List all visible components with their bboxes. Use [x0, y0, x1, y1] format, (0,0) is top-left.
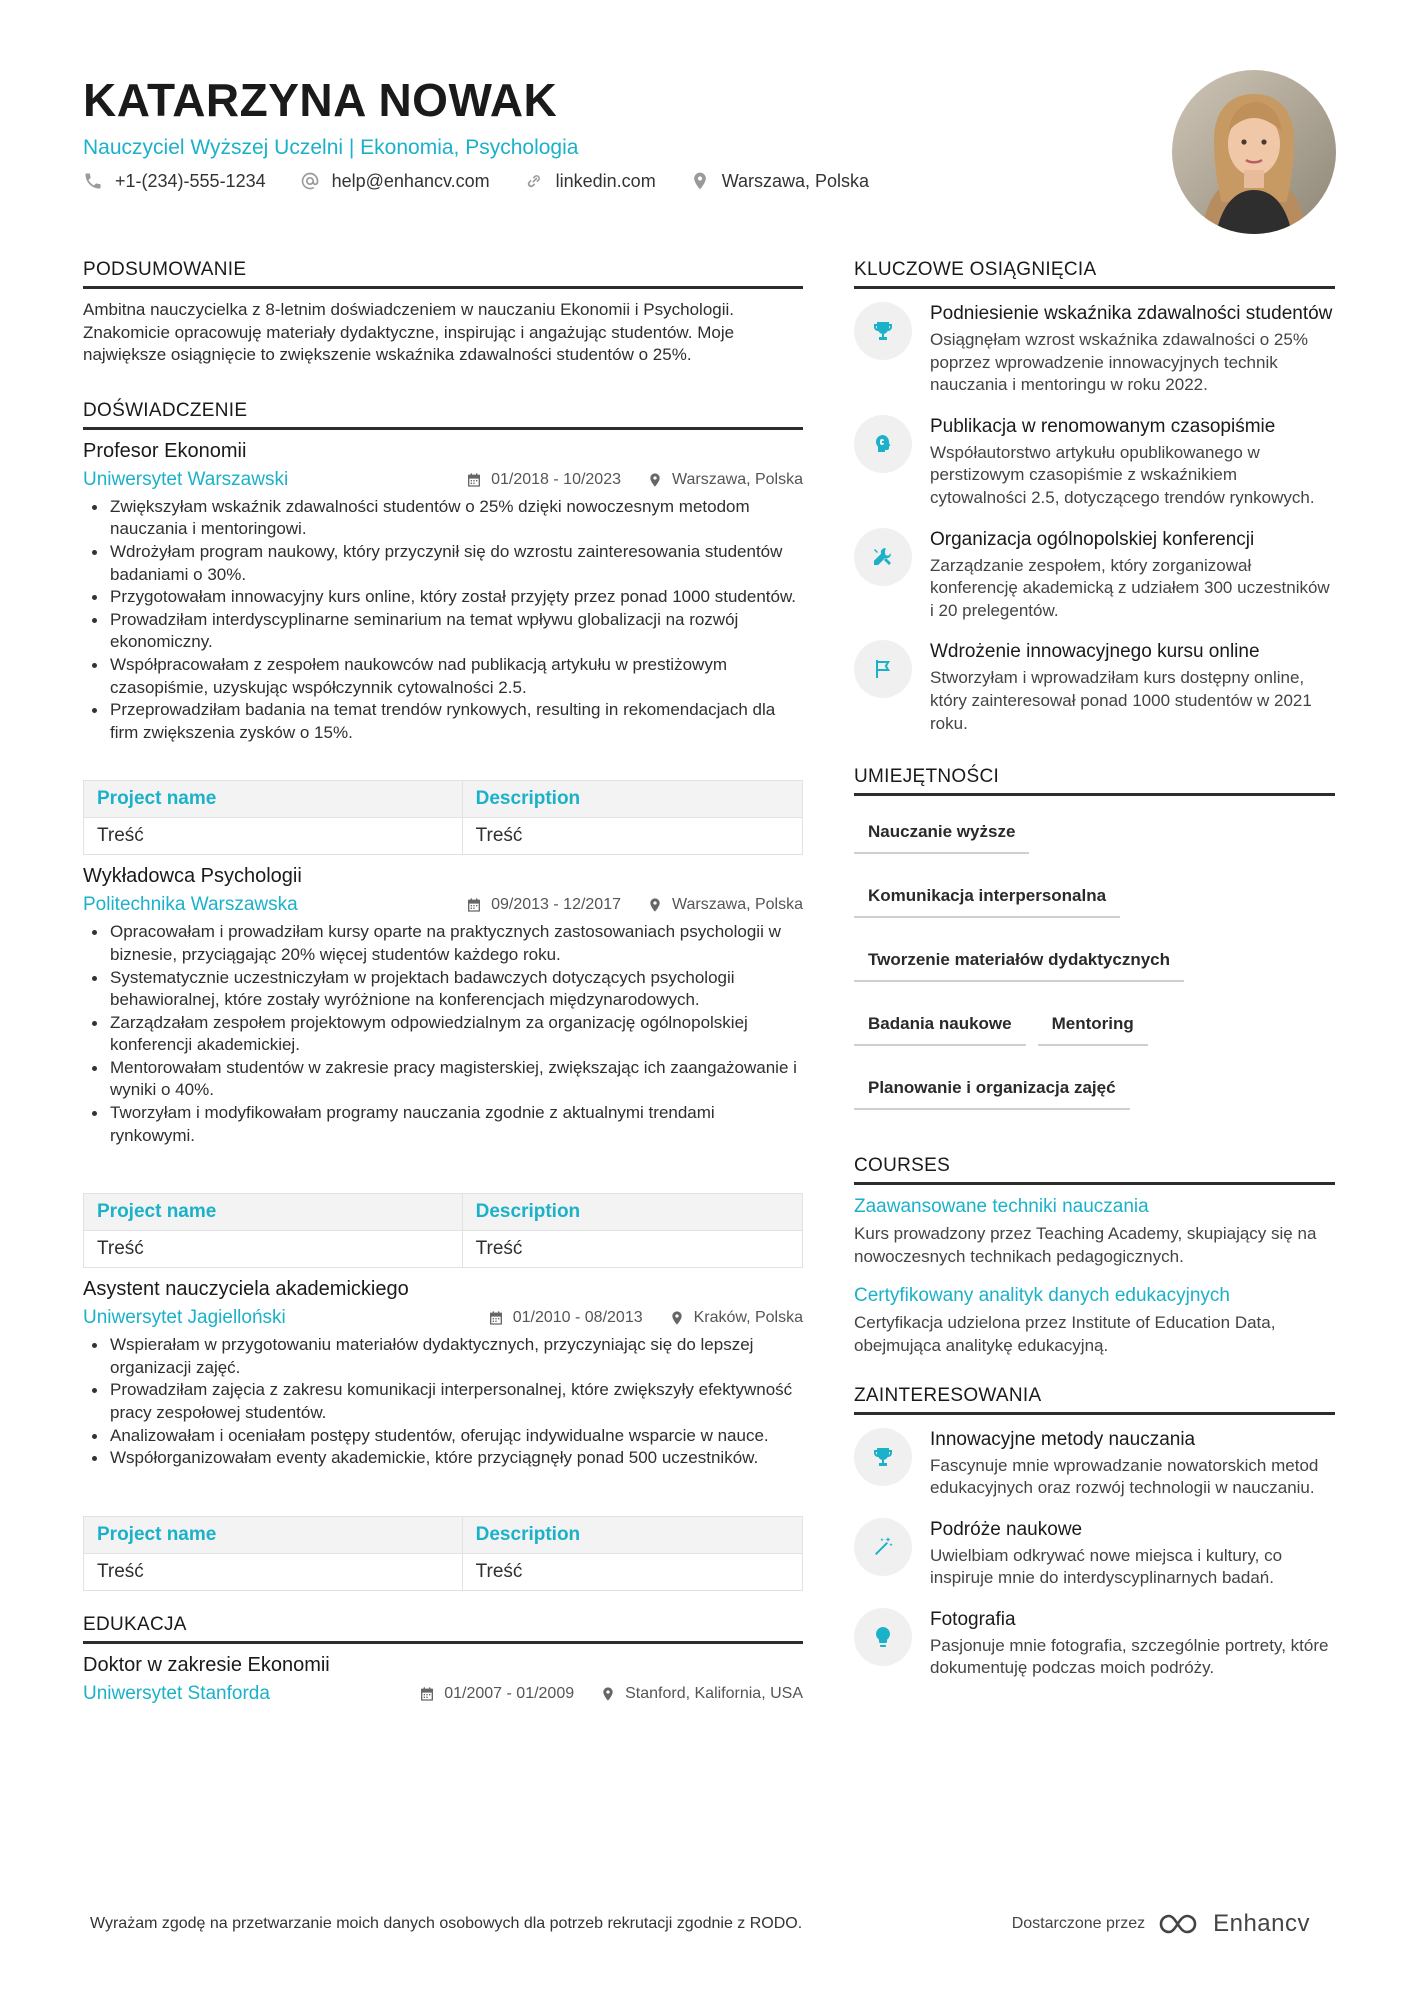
project-description-header: Description	[462, 1194, 802, 1231]
job-entry	[83, 1276, 803, 1591]
project-description-cell: Treść	[462, 1231, 802, 1268]
phone-text: +1-(234)-555-1234	[115, 171, 266, 191]
project-name-header: Project name	[84, 781, 463, 818]
achievements-section	[854, 258, 1335, 735]
magic-wand-icon	[871, 1535, 895, 1559]
job-company: Uniwersytet Warszawski	[83, 468, 289, 490]
tools-icon	[871, 545, 895, 569]
skills-heading: UMIEJĘTNOŚCI	[854, 765, 1335, 796]
achievement-item	[854, 415, 1335, 510]
job-meta	[83, 468, 803, 492]
course-title: Zaawansowane techniki nauczania	[854, 1196, 1149, 1218]
project-description-header: Description	[462, 1516, 802, 1553]
job-bullet: Przygotowałam innowacyjny kurs online, który został przyjęty przez ponad 1000 studentów.	[83, 586, 803, 609]
project-table	[83, 780, 803, 855]
education-meta-right	[393, 1682, 803, 1706]
left-column	[83, 258, 803, 1706]
at-icon	[300, 171, 320, 191]
brain-icon	[871, 432, 895, 456]
link-icon	[524, 171, 544, 191]
skill-tag: Badania naukowe	[854, 1002, 1026, 1046]
experience-section	[83, 399, 803, 1591]
job-bullet: Systematycznie uczestniczyłam w projektach badawczych dotyczących psychologii behawioralnej, które zostały wyróżnione na konferencjach międzynarodowych.	[83, 967, 803, 1012]
footer	[90, 1910, 1310, 1938]
achievement-item	[854, 640, 1335, 735]
contact-row	[83, 168, 1163, 194]
map-pin-icon	[690, 171, 710, 191]
profile-photo	[1172, 70, 1336, 234]
job-bullet: Współorganizowałam eventy akademickie, które przyciągnęły ponad 500 uczestników.	[83, 1447, 803, 1470]
calendar-icon	[466, 897, 482, 913]
project-name-cell: Treść	[84, 818, 463, 855]
course-description: Certyfikacja udzielona przez Institute of Education Data, obejmująca analitykę edukacyjną.	[854, 1313, 1276, 1355]
achievement-title: Publikacja w renomowanym czasopiśmie	[930, 415, 1276, 437]
job-company: Uniwersytet Jagielloński	[83, 1307, 286, 1329]
job-role: Asystent nauczyciela akademickiego	[83, 1278, 409, 1301]
map-pin-icon	[647, 897, 663, 913]
achievement-description: Współautorstwo artykułu opublikowanego w perstizowym czasopiśmie z wskaźnikiem cytowalności 2.5, dotyczącego trendów rynkowych.	[930, 442, 1315, 507]
courses-heading: COURSES	[854, 1154, 1335, 1185]
job-bullet: Tworzyłam i modyfikowałam programy nauczania zgodnie z aktualnymi trendami rynkowymi.	[83, 1102, 803, 1147]
calendar-icon	[466, 472, 482, 488]
job-meta	[83, 1306, 803, 1330]
powered-by-label: Dostarczone przez	[1011, 1915, 1146, 1932]
job-role: Profesor Ekonomii	[83, 439, 247, 462]
job-dates	[466, 468, 621, 492]
achievement-description: Osiągnęłam wzrost wskaźnika zdawalności o 25% poprzez wprowadzenie innowacyjnych technik nauczania i mentoringu w roku 2022.	[930, 330, 1308, 395]
job-bullet: Opracowałam i prowadziłam kursy oparte na praktycznych zastosowaniach psychologii w biznesie, przyciągając 20% więcej studentów każdego roku.	[83, 921, 803, 966]
job-bullet: Wspierałam w przygotowaniu materiałów dydaktycznych, przyczyniając się do lepszej organizacji zajęć.	[83, 1334, 803, 1379]
contact-email[interactable]	[300, 168, 490, 194]
interest-icon	[854, 1608, 912, 1666]
trophy-icon	[871, 319, 895, 343]
achievement-icon	[854, 640, 912, 698]
job-location-text: Kraków, Polska	[693, 1309, 803, 1327]
summary-section	[83, 258, 803, 367]
job-meta-right	[440, 468, 803, 492]
location-text: Warszawa, Polska	[721, 171, 870, 191]
interest-item	[854, 1428, 1335, 1500]
education-location-text: Stanford, Kalifornia, USA	[625, 1684, 803, 1702]
calendar-icon	[419, 1686, 435, 1702]
map-pin-icon	[647, 472, 663, 488]
header	[83, 72, 1163, 194]
achievement-item	[854, 302, 1335, 397]
flag-icon	[871, 657, 895, 681]
skill-tag: Komunikacja interpersonalna	[854, 874, 1120, 918]
job-bullets	[83, 1334, 803, 1470]
job-entry	[83, 863, 803, 1268]
job-bullet: Zwiększyłam wskaźnik zdawalności studentów o 25% dzięki nowoczesnym metodom nauczania i mentoringowi.	[83, 496, 803, 541]
achievement-title: Wdrożenie innowacyjnego kursu online	[930, 641, 1260, 663]
interests-heading: ZAINTERESOWANIA	[854, 1384, 1335, 1415]
job-dates	[488, 1306, 643, 1330]
achievement-icon	[854, 302, 912, 360]
course-title: Certyfikowany analityk danych edukacyjnych	[854, 1285, 1230, 1307]
job-location-text: Warszawa, Polska	[672, 470, 803, 488]
education-school: Uniwersytet Stanforda	[83, 1682, 270, 1704]
project-description-header: Description	[462, 781, 802, 818]
profile-portrait-image	[1172, 70, 1336, 234]
achievement-title: Podniesienie wskaźnika zdawalności studentów	[930, 303, 1333, 324]
interests-section	[854, 1384, 1335, 1681]
job-bullet: Zarządzałam zespołem projektowym odpowiedzialnym za organizację ogólnopolskiej konferencji akademickiej.	[83, 1012, 803, 1057]
job-bullet: Prowadziłam zajęcia z zakresu komunikacji interpersonalnej, które zwiększyły efektywność pracy zespołowej studentów.	[83, 1379, 803, 1424]
education-section	[83, 1613, 803, 1706]
job-location	[647, 468, 803, 492]
job-bullet: Współpracowałam z zespołem naukowców nad publikacją artykułu w prestiżowym czasopiśmie, uzyskując współczynnik cytowalności 2.5.	[83, 654, 803, 699]
achievements-heading: KLUCZOWE OSIĄGNIĘCIA	[854, 258, 1335, 289]
experience-heading: DOŚWIADCZENIE	[83, 399, 803, 430]
phone-icon	[83, 171, 103, 191]
trophy-icon	[871, 1445, 895, 1469]
gdpr-consent: Wyrażam zgodę na przetwarzanie moich danych osobowych dla potrzeb rekrutacji zgodnie z RODO.	[90, 1915, 803, 1932]
interest-description: Fascynuje mnie wprowadzanie nowatorskich metod edukacyjnych oraz rozwój technologii w nauczaniu.	[930, 1455, 1319, 1498]
project-table	[83, 1516, 803, 1591]
job-company: Politechnika Warszawska	[83, 894, 298, 916]
courses-section	[854, 1154, 1335, 1357]
enhancv-logo-icon	[1157, 1911, 1205, 1937]
project-name-header: Project name	[84, 1516, 463, 1553]
job-bullet: Przeprowadziłam badania na temat trendów rynkowych, resulting in rekomendacjach dla firm zwiększenia zysków o 15%.	[83, 699, 803, 744]
project-description-cell: Treść	[462, 818, 802, 855]
interest-title: Innowacyjne metody nauczania	[930, 1428, 1196, 1450]
job-dates-text: 01/2010 - 08/2013	[512, 1309, 643, 1327]
skill-tag: Tworzenie materiałów dydaktycznych	[854, 938, 1184, 982]
achievement-item	[854, 528, 1335, 623]
contact-linkedin[interactable]	[524, 168, 656, 194]
project-description-cell: Treść	[462, 1553, 802, 1590]
achievement-icon	[854, 415, 912, 473]
map-pin-icon	[600, 1686, 616, 1702]
job-dates-text: 01/2018 - 10/2023	[491, 470, 621, 488]
interest-title: Podróże naukowe	[930, 1518, 1083, 1540]
skill-tag: Planowanie i organizacja zajęć	[854, 1066, 1130, 1110]
calendar-icon	[488, 1310, 504, 1326]
skills-section	[854, 765, 1335, 1110]
powered-by[interactable]	[1012, 1910, 1310, 1938]
map-pin-icon	[669, 1310, 685, 1326]
education-location	[600, 1682, 803, 1706]
skill-tag: Mentoring	[1038, 1002, 1148, 1046]
contact-location	[690, 168, 869, 194]
job-location	[647, 893, 803, 917]
email-text: help@enhancv.com	[331, 171, 490, 191]
project-name-cell: Treść	[84, 1231, 463, 1268]
job-entry	[83, 438, 803, 856]
course-description: Kurs prowadzony przez Teaching Academy, skupiający się na nowoczesnych technikach pedagogicznych.	[854, 1224, 1317, 1266]
interest-icon	[854, 1428, 912, 1486]
job-bullet: Analizowałam i oceniałam postępy studentów, oferując indywidualne wsparcie w nauce.	[83, 1425, 803, 1448]
interest-description: Uwielbiam odkrywać nowe miejsca i kultury, co inspiruje mnie do interdyscyplinarnych badań.	[930, 1545, 1283, 1588]
lightbulb-icon	[871, 1625, 895, 1649]
job-dates-text: 09/2013 - 12/2017	[491, 896, 621, 914]
achievement-description: Stworzyłam i wprowadziłam kurs dostępny online, który zainteresował ponad 1000 studentów w 2021 roku.	[930, 668, 1312, 733]
job-bullets	[83, 496, 803, 745]
job-dates	[466, 893, 621, 917]
summary-text: Ambitna nauczycielka z 8-letnim doświadczeniem w nauczaniu Ekonomii i Psychologii. Znakomicie opracowuję materiały dydaktyczne, inspirując i angażując studentów. Moje największe osiągnięcie to zwiększenie wskaźnika zdawalności studentów o 25%.	[83, 300, 735, 365]
job-location	[669, 1306, 803, 1330]
contact-phone[interactable]	[83, 168, 266, 194]
achievement-description: Zarządzanie zespołem, który zorganizował konferencję akademicką z udziałem 300 uczestników i 20 prelegentów.	[930, 555, 1330, 620]
summary-heading: PODSUMOWANIE	[83, 258, 803, 289]
interest-item	[854, 1608, 1335, 1680]
job-bullets	[83, 921, 803, 1147]
job-location-text: Warszawa, Polska	[672, 896, 803, 914]
achievement-icon	[854, 528, 912, 586]
project-name-cell: Treść	[84, 1553, 463, 1590]
interest-description: Pasjonuje mnie fotografia, szczególnie portrety, które dokumentuję podczas moich podróży.	[930, 1635, 1329, 1678]
interest-item	[854, 1518, 1335, 1590]
job-meta	[83, 893, 803, 917]
candidate-title: Nauczyciel Wyższej Uczelni | Ekonomia, Psychologia	[83, 136, 579, 159]
job-bullet: Mentorowałam studentów w zakresie pracy magisterskiej, zwiększając ich zaangażowanie i wyniki o 40%.	[83, 1057, 803, 1102]
linkedin-text: linkedin.com	[555, 171, 656, 191]
education-dates-text: 01/2007 - 01/2009	[444, 1684, 575, 1702]
right-column	[854, 258, 1335, 1680]
interest-icon	[854, 1518, 912, 1576]
skills-list	[854, 802, 1335, 1110]
enhancv-logo	[1157, 1910, 1310, 1938]
job-role: Wykładowca Psychologii	[83, 865, 302, 888]
education-meta	[83, 1682, 803, 1706]
education-degree: Doktor w zakresie Ekonomii	[83, 1653, 330, 1676]
job-meta-right	[462, 1306, 803, 1330]
interest-title: Fotografia	[930, 1608, 1016, 1630]
enhancv-brand-text: Enhancv	[1213, 1910, 1310, 1937]
job-meta-right	[440, 893, 803, 917]
project-name-header: Project name	[84, 1194, 463, 1231]
project-table	[83, 1193, 803, 1268]
candidate-name: KATARZYNA NOWAK	[83, 74, 558, 126]
education-heading: EDUKACJA	[83, 1613, 803, 1644]
achievement-title: Organizacja ogólnopolskiej konferencji	[930, 528, 1255, 550]
job-bullet: Wdrożyłam program naukowy, który przyczynił się do wzrostu zainteresowania studentów badaniami o 30%.	[83, 541, 803, 586]
skill-tag: Nauczanie wyższe	[854, 810, 1029, 854]
job-bullet: Prowadziłam interdyscyplinarne seminarium na temat wpływu globalizacji na rozwój ekonomiczny.	[83, 609, 803, 654]
education-dates	[419, 1682, 574, 1706]
